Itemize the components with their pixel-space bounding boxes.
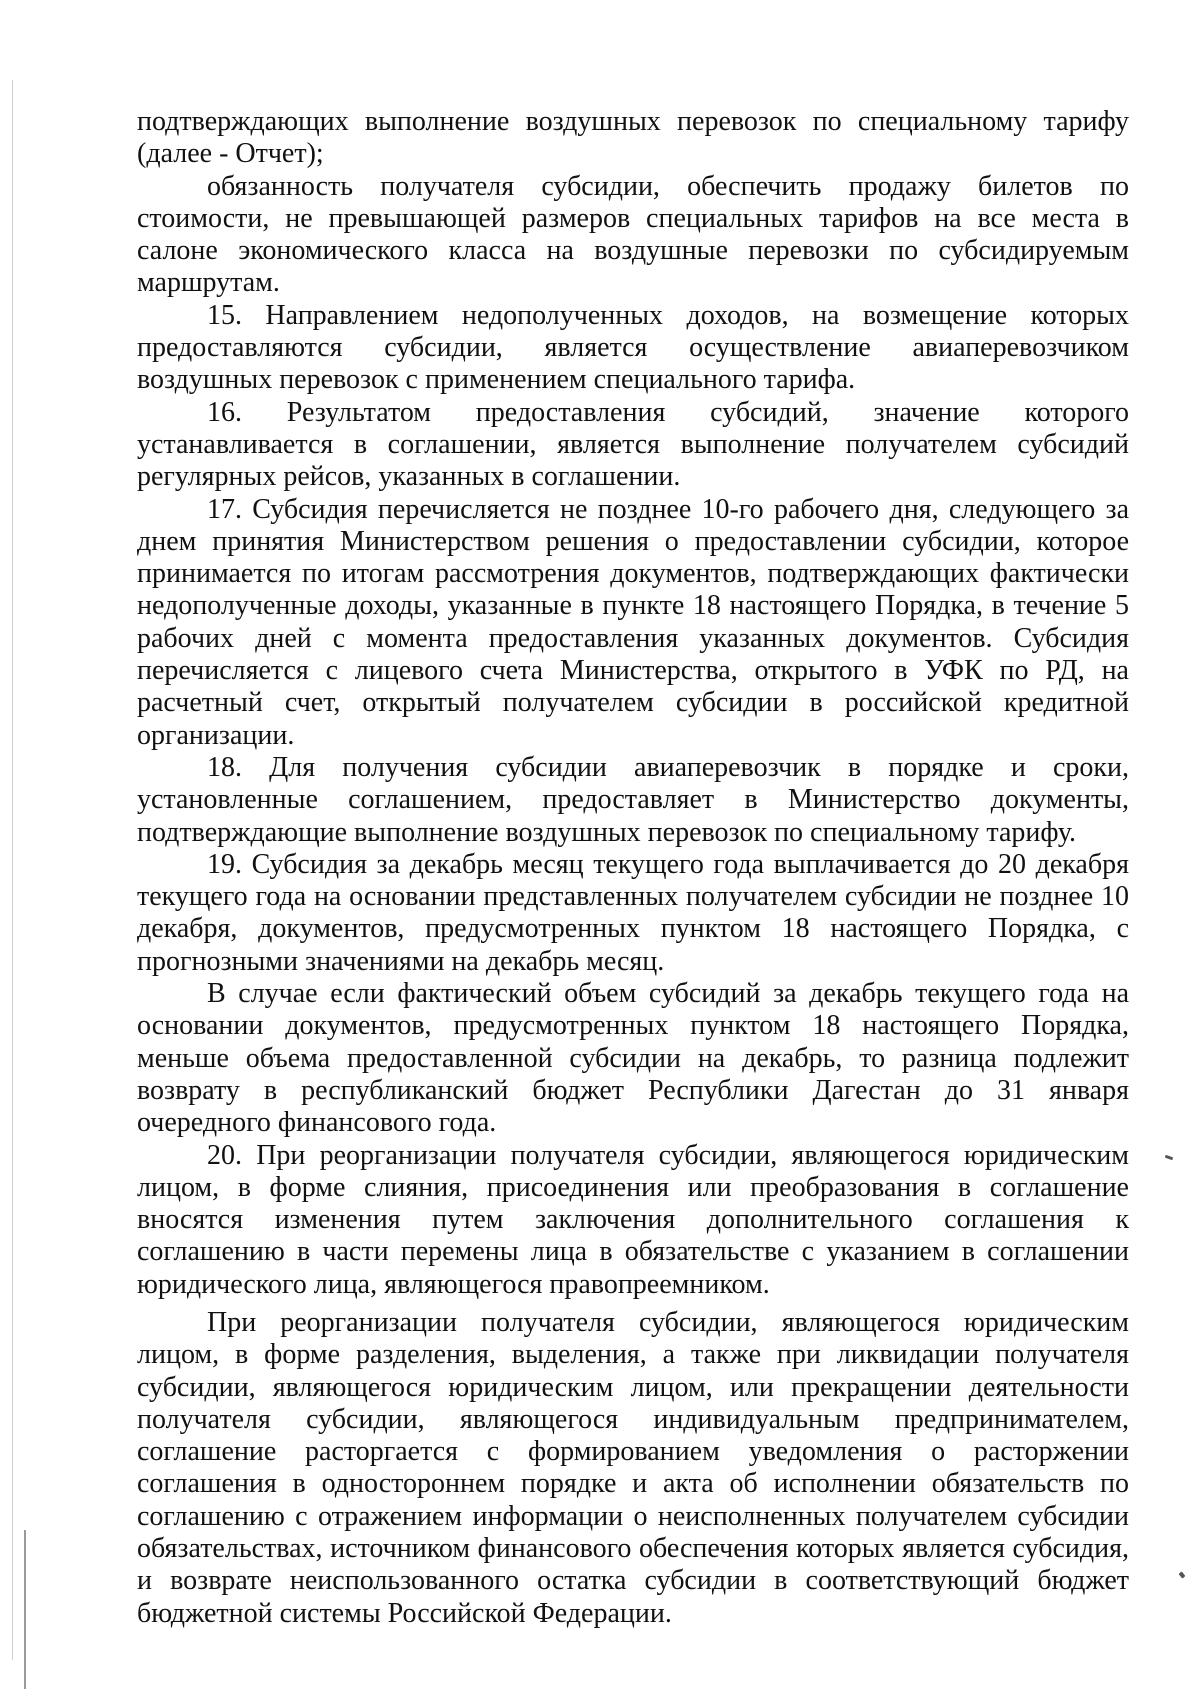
paragraph-20: 20. При реорганизации получателя субсидии, являющегося юридическим лицом, в форме слияния, присоединения или преобразования в соглашение вносятся изменения путем заключения дополнительного соглашения к соглашению в части перемены лица в обязательстве с указанием в соглашении юридического лица, являющегося правопреемником. xyxy=(137,1139,1129,1300)
paragraph-december-refund: В случае если фактический объем субсидий за декабрь текущего года на основании документов, предусмотренных пунктом 18 настоящего Порядка, меньше объема предоставленной субсидии на декабрь, то разница подлежит возврату в республиканский бюджет Республики Дагестан до 31 января очередного финансового года. xyxy=(137,978,1129,1139)
paragraph-18: 18. Для получения субсидии авиаперевозчик в порядке и сроки, установленные соглашением, предоставляет в Министерство документы, подтверждающие выполнение воздушных перевозок по специальному тарифу. xyxy=(137,751,1129,848)
paragraph-reorganization: При реорганизации получателя субсидии, являющегося юридическим лицом, в форме разделения, выделения, а также при ликвидации получателя субсидии, являющегося юридическим лицом, или прекращении деятельности получателя субсидии, являющегося индивидуальным предпринимателем, соглашение расторгается с формированием уведомления о расторжении соглашения в одностороннем порядке и акта об исполнении обязательств по соглашению с отражением информации о неисполненных получателем субсидии обязательствах, источником финансового обеспечения которых является субсидия, и возврате неиспользованного остатка субсидии в соответствующий бюджет бюджетной системы Российской Федерации. xyxy=(137,1306,1129,1629)
scan-mark xyxy=(1179,1571,1186,1578)
scan-edge-line-bottom xyxy=(24,1530,26,1689)
document-body xyxy=(137,106,1129,1630)
paragraph-obligation: обязанность получателя субсидии, обеспечить продажу билетов по стоимости, не превышающей размеров специальных тарифов на все места в салоне экономического класса на воздушные перевозки по субсидируемым маршрутам. xyxy=(137,170,1129,299)
paragraph-19: 19. Субсидия за декабрь месяц текущего года выплачивается до 20 декабря текущего года на основании представленных получателем субсидии не позднее 10 декабря, документов, предусмотренных пунктом 18 настоящего Порядка, с прогнозными значениями на декабрь месяц. xyxy=(137,848,1129,977)
paragraph-16: 16. Результатом предоставления субсидий, значение которого устанавливается в соглашении, является выполнение получателем субсидий регулярных рейсов, указанных в соглашении. xyxy=(137,396,1129,493)
scan-edge-line xyxy=(12,80,13,1660)
scan-mark xyxy=(1165,1155,1174,1161)
paragraph-15: 15. Направлением недополученных доходов, на возмещение которых предоставляются субсидии, является осуществление авиаперевозчиком воздушных перевозок с применением специального тарифа. xyxy=(137,299,1129,396)
paragraph-17: 17. Субсидия перечисляется не позднее 10-го рабочего дня, следующего за днем принятия Министерством решения о предоставлении субсидии, которое принимается по итогам рассмотрения документов, подтверждающих фактически недополученные доходы, указанные в пункте 18 настоящего Порядка, в течение 5 рабочих дней с момента предоставления указанных документов. Субсидия перечисляется с лицевого счета Министерства, открытого в УФК по РД, на расчетный счет, открытый получателем субсидии в российской кредитной организации. xyxy=(137,493,1129,751)
paragraph-continuation: подтверждающих выполнение воздушных перевозок по специальному тарифу (далее - Отчет); xyxy=(137,106,1129,170)
